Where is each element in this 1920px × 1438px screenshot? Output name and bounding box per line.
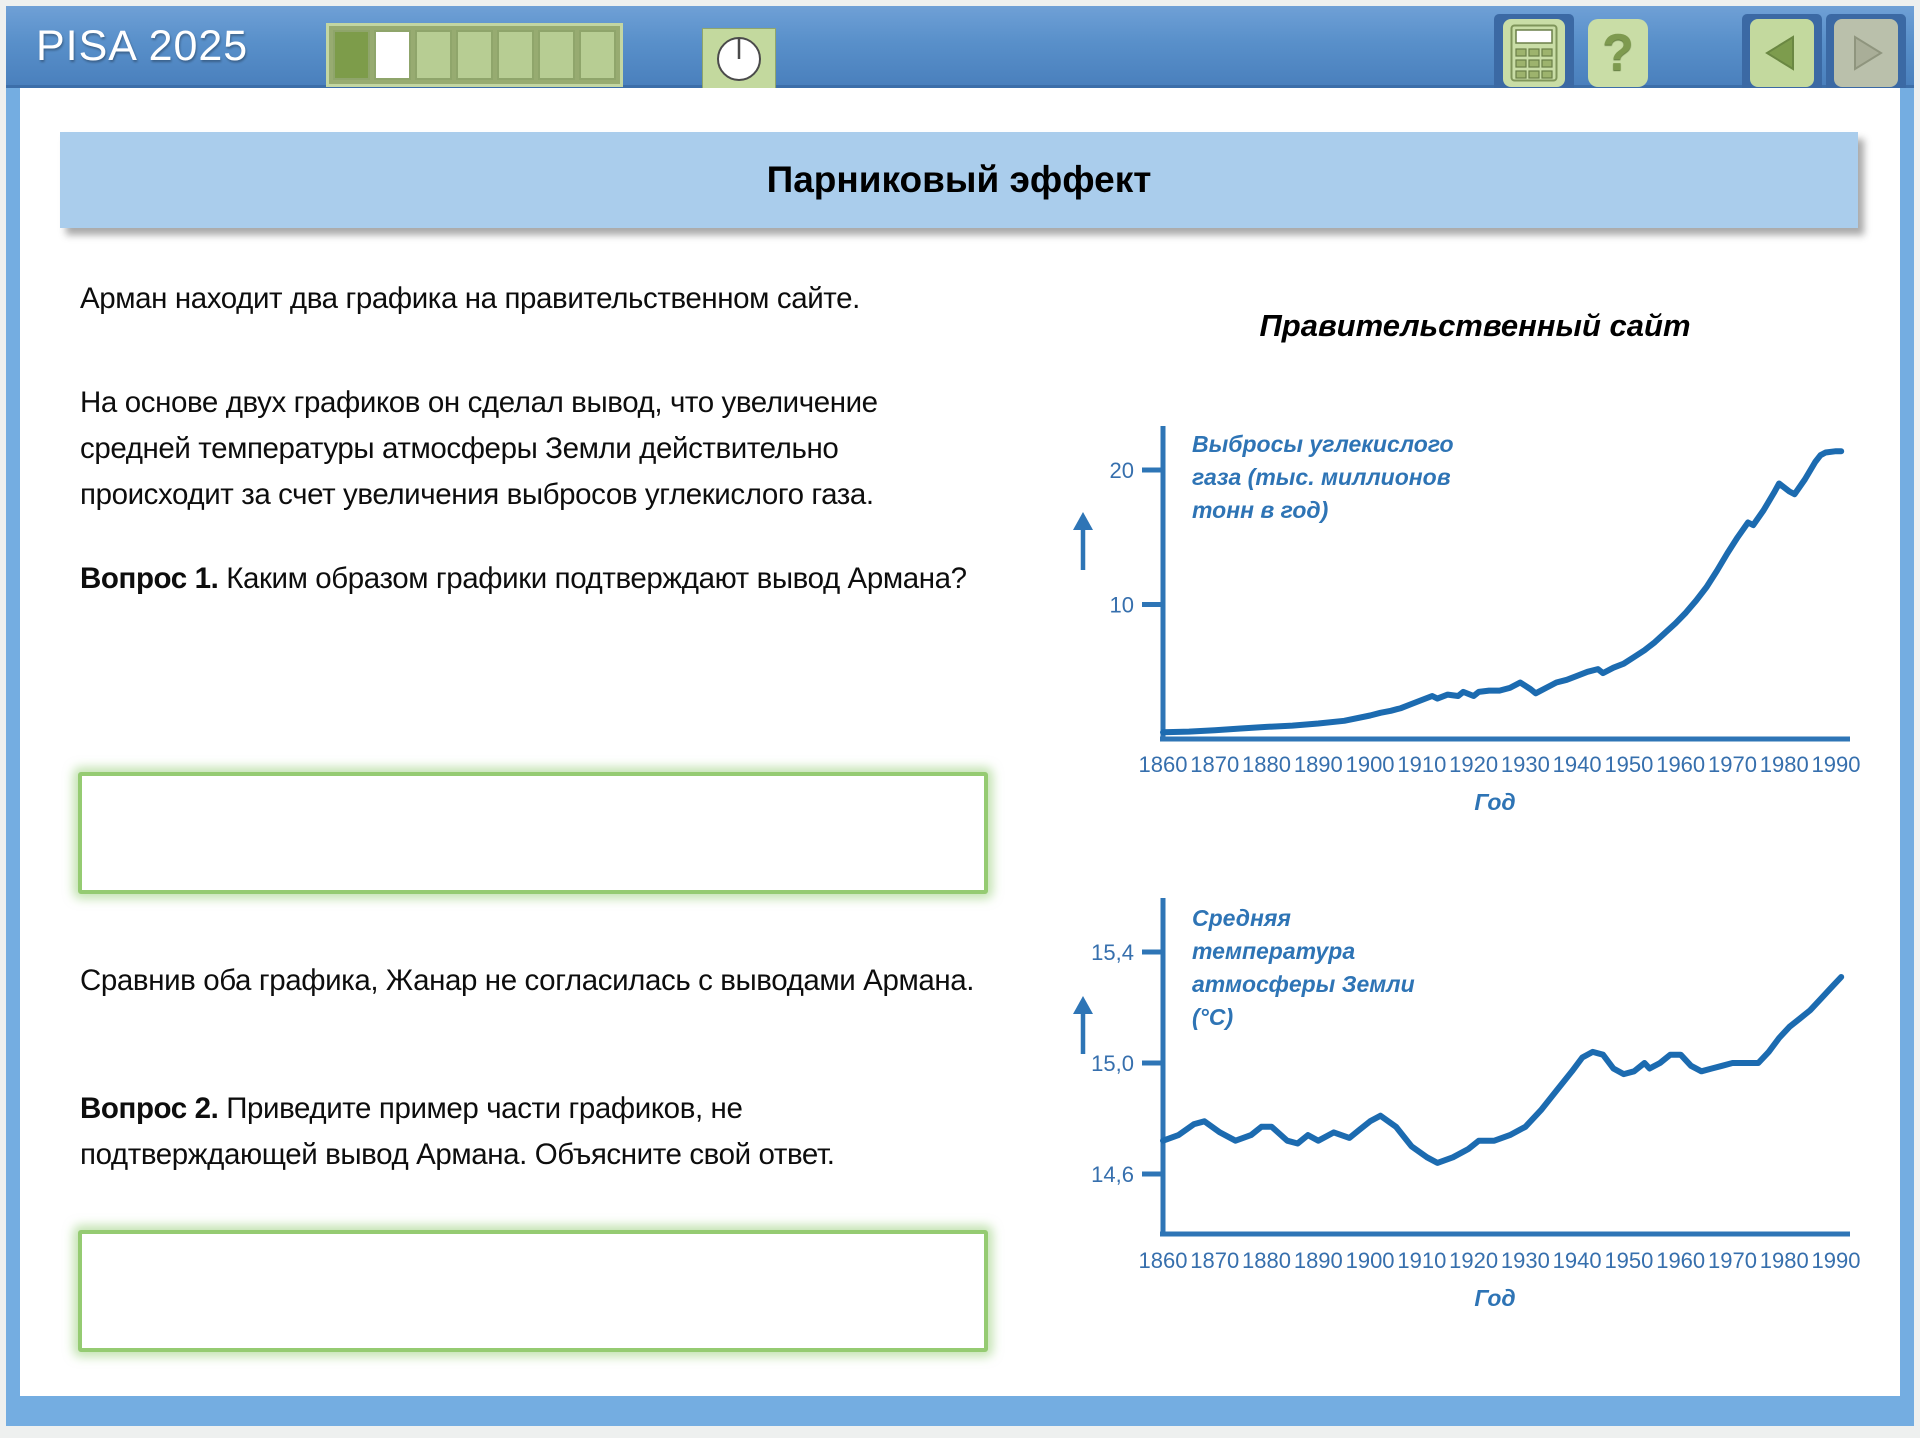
x-tick-label: 1960 bbox=[1656, 752, 1706, 777]
y-tick-label: 14,6 bbox=[1091, 1162, 1134, 1187]
question-2 bbox=[80, 1086, 985, 1178]
x-tick-label: 1930 bbox=[1500, 752, 1550, 777]
x-tick-label: 1970 bbox=[1707, 1248, 1757, 1273]
back-arrow-icon bbox=[1761, 32, 1803, 74]
question-1-label: Вопрос 1. bbox=[80, 561, 219, 595]
source-heading: Правительственный сайт bbox=[1259, 308, 1691, 343]
calculator-button[interactable] bbox=[1503, 19, 1565, 87]
x-tick-label: 1890 bbox=[1293, 1248, 1343, 1273]
chart-title-line: газа (тыс. миллионов bbox=[1192, 464, 1451, 490]
x-tick-label: 1950 bbox=[1604, 1248, 1654, 1273]
up-arrow-head bbox=[1073, 512, 1093, 530]
x-tick-label: 1960 bbox=[1656, 1248, 1706, 1273]
data-line bbox=[1163, 977, 1841, 1163]
y-tick-label: 15,4 bbox=[1091, 940, 1134, 965]
progress-indicator bbox=[326, 23, 623, 87]
x-tick-label: 1890 bbox=[1293, 752, 1343, 777]
x-tick-label: 1950 bbox=[1604, 752, 1654, 777]
progress-segment-upcoming bbox=[497, 30, 534, 80]
x-tick-label: 1910 bbox=[1397, 1248, 1447, 1273]
question-1-text: Каким образом графики подтверждают вывод Армана? bbox=[226, 561, 967, 595]
app-brand: PISA 2025 bbox=[36, 22, 249, 70]
chart-canvas bbox=[1050, 886, 1900, 1316]
progress-segment-completed bbox=[333, 30, 370, 80]
conclusion-paragraph: На основе двух графиков он сделал вывод, что увеличение средней температуры атмосферы Земли действительно происходит за счет увеличения выбросов углекислого газа. bbox=[80, 385, 878, 511]
x-tick-label: 1940 bbox=[1552, 1248, 1602, 1273]
chart-title-line: (°C) bbox=[1192, 1004, 1234, 1030]
x-tick-label: 1920 bbox=[1449, 752, 1499, 777]
x-tick-label: 1940 bbox=[1552, 752, 1602, 777]
unit-title-bar bbox=[60, 132, 1858, 228]
progress-segment-current bbox=[374, 30, 411, 80]
right-frame-border bbox=[1900, 88, 1914, 1426]
clock-icon bbox=[715, 35, 763, 83]
question-1 bbox=[80, 556, 985, 602]
x-tick-label: 1980 bbox=[1759, 752, 1809, 777]
question-2-text: Приведите пример части графиков, не подтверждающей вывод Армана. Объясните свой ответ. bbox=[80, 1091, 835, 1171]
y-tick-label: 15,0 bbox=[1091, 1051, 1134, 1076]
x-tick-label: 1880 bbox=[1242, 752, 1292, 777]
x-tick-label: 1860 bbox=[1138, 1248, 1188, 1273]
x-tick-label: 1990 bbox=[1811, 1248, 1861, 1273]
bottom-frame-bar bbox=[6, 1396, 1914, 1426]
chart-title-line: атмосферы Земли bbox=[1192, 971, 1415, 997]
x-tick-label: 1900 bbox=[1345, 752, 1395, 777]
page-title: Парниковый эффект bbox=[766, 159, 1152, 200]
progress-segment-upcoming bbox=[579, 30, 616, 80]
x-tick-label: 1870 bbox=[1190, 1248, 1240, 1273]
app-header bbox=[6, 6, 1914, 88]
x-tick-label: 1970 bbox=[1707, 752, 1757, 777]
data-line bbox=[1163, 451, 1841, 732]
x-tick-label: 1870 bbox=[1190, 752, 1240, 777]
co2-emissions-chart bbox=[1050, 420, 1900, 832]
intro-paragraph: Арман находит два графика на правительственном сайте. bbox=[80, 281, 860, 315]
question-icon: ? bbox=[1602, 24, 1634, 82]
chart-title-line: Выбросы углекислого bbox=[1192, 431, 1454, 457]
x-tick-label: 1980 bbox=[1759, 1248, 1809, 1273]
chart-title-line: температура bbox=[1192, 938, 1356, 964]
disagreement-paragraph: Сравнив оба графика, Жанар не согласилась с выводами Армана. bbox=[80, 963, 975, 997]
x-axis-title: Год bbox=[1474, 789, 1516, 815]
x-tick-label: 1930 bbox=[1500, 1248, 1550, 1273]
y-tick-label: 10 bbox=[1109, 592, 1134, 618]
progress-segment-upcoming bbox=[415, 30, 452, 80]
x-tick-label: 1880 bbox=[1242, 1248, 1292, 1273]
chart-title-line: Средняя bbox=[1192, 905, 1291, 931]
forward-arrow-icon bbox=[1845, 32, 1887, 74]
chart-canvas bbox=[1050, 420, 1900, 832]
calculator-icon bbox=[1510, 24, 1558, 82]
progress-segment-upcoming bbox=[538, 30, 575, 80]
x-axis-title: Год bbox=[1474, 1285, 1516, 1311]
x-tick-label: 1920 bbox=[1449, 1248, 1499, 1273]
answer-1-input[interactable] bbox=[78, 772, 988, 894]
temperature-chart bbox=[1050, 886, 1900, 1316]
x-tick-label: 1860 bbox=[1138, 752, 1188, 777]
left-frame-border bbox=[6, 88, 20, 1426]
forward-button[interactable] bbox=[1834, 19, 1898, 87]
help-button[interactable] bbox=[1588, 19, 1648, 87]
timer-button[interactable] bbox=[702, 28, 776, 90]
x-tick-label: 1990 bbox=[1811, 752, 1861, 777]
answer-2-input[interactable] bbox=[78, 1230, 988, 1352]
back-button[interactable] bbox=[1750, 19, 1814, 87]
x-tick-label: 1910 bbox=[1397, 752, 1447, 777]
chart-title-line: тонн в год) bbox=[1192, 497, 1329, 523]
progress-segment-upcoming bbox=[456, 30, 493, 80]
x-tick-label: 1900 bbox=[1345, 1248, 1395, 1273]
y-tick-label: 20 bbox=[1109, 458, 1134, 483]
up-arrow-head bbox=[1073, 996, 1093, 1014]
question-2-label: Вопрос 2. bbox=[80, 1091, 219, 1125]
